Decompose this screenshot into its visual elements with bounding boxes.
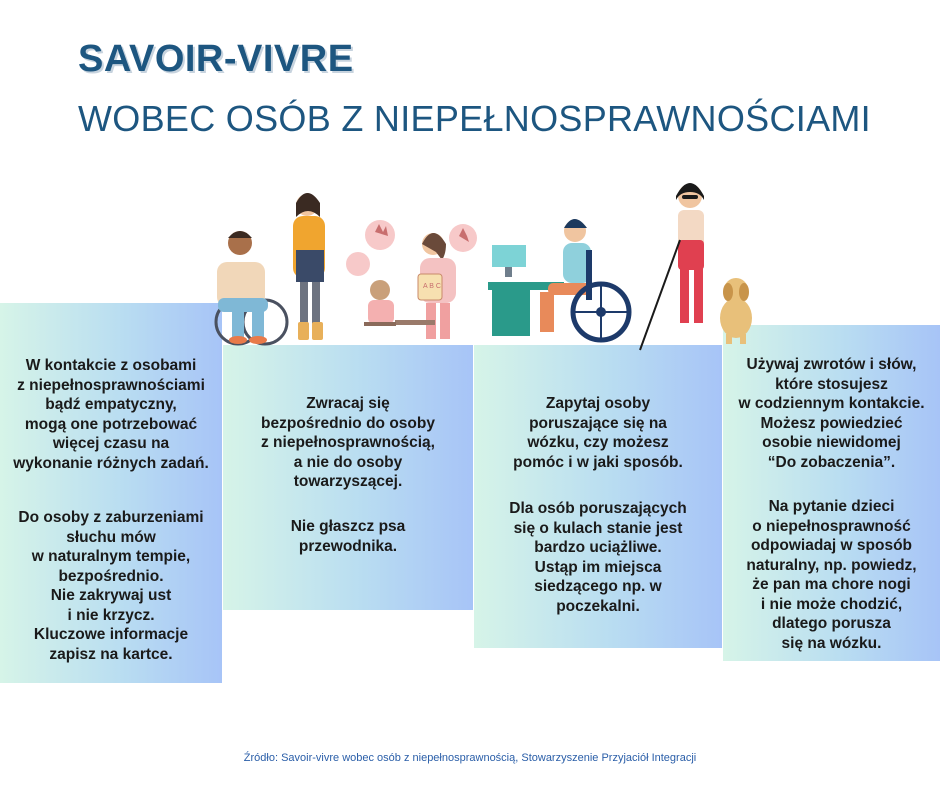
tablet-text: A B C <box>423 283 441 290</box>
tip-text: Zwracaj się bezpośrednio do osoby z niepełnosprawnością, a nie do osoby towarzyszącej. <box>261 395 435 490</box>
wheelchair-desk-worker-illustration <box>488 219 629 340</box>
sign-language-teacher-illustration <box>346 220 477 339</box>
tip-text: Nie głaszcz psa przewodnika. <box>290 518 406 555</box>
tip-text: Dla osób poruszających się o kulach stanie jest bardzo uciążliwe. Ustąp im miejsca siedzącego np. w poczekalni. <box>509 500 687 615</box>
tip-text: Do osoby z zaburzeniami słuchu mów w naturalnym tempie, bezpośrednio. Nie zakrywaj ust i nie krzycz. Kluczowe informacje zapisz na kartce. <box>18 509 204 663</box>
blind-person-guide-dog-illustration <box>640 183 752 350</box>
wheelchair-couple-illustration <box>216 193 325 344</box>
page-title: SAVOIR-VIVRE <box>78 38 354 80</box>
tip-text: Na pytanie dzieci o niepełnosprawność odpowiadaj w sposób naturalny, np. powiedz, że pan ma chore nogi i nie może chodzić, dlatego porusza się na wózku. <box>746 498 917 652</box>
tip-text: Zapytaj osoby poruszające się na wózku, czy możesz pomóc i w jaki sposób. <box>513 395 683 471</box>
tip-text: Używaj zwrotów i słów, które stosujesz w codziennym kontakcie. Możesz powiedzieć osobie niewidomej “Do zobaczenia”. <box>738 356 925 471</box>
page-subtitle: WOBEC OSÓB Z NIEPEŁNOSPRAWNOŚCIAMI <box>78 98 871 139</box>
tip-text: W kontakcie z osobami z niepełnosprawnościami bądź empatyczny, mogą one potrzebować więcej czasu na wykonanie różnych zadań. <box>13 357 209 472</box>
source-footnote: Źródło: Savoir-vivre wobec osób z niepełnosprawnością, Stowarzyszenie Przyjaciół Integracji <box>243 752 697 764</box>
